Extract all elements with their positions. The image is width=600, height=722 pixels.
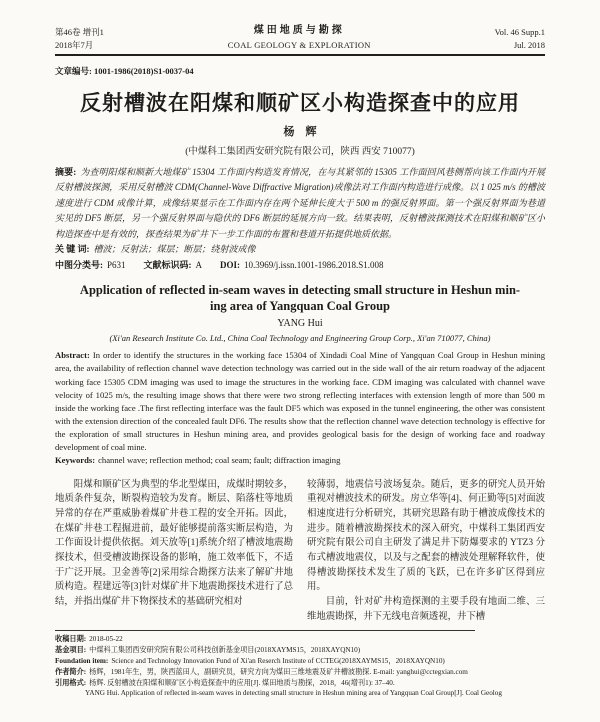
author-bio-value: 杨辉，1981年生，男，陕西蓝田人，副研究员，研究方向为煤田三维地震及矿井槽波勘探. E-mail: yanghui@cctegxian.com [89, 667, 468, 676]
journal-header-right [495, 26, 545, 51]
journal-date-zh: 2018年7月 [55, 39, 94, 50]
paper-title-en-line1: Application of reflected in-seam waves in detecting small structure in Heshun min- [79, 283, 521, 298]
keywords-en [55, 454, 545, 467]
abstract-zh-text: 为查明阳煤和顺新大地煤矿 15304 工作面内构造发育情况，在与其紧邻的 15305 工作面回风巷侧帮向该工作面内开展反射槽波探测，采用反射槽波 CDM(Channel-Wave Diffractive Migration)成像法对工作面内构造进行成像。以 1 025 m/s 的槽波速度进行 CDM 成像计算，成像结果显示在工作面内存在两个延伸长度大于 500 m 的强反射界面。第一个强反射界面为巷道实见的 DF5 断层，另一个强反射界面与隐伏的 DF6 断层的延展方向一致。结果表明，反射槽波探测技术在阳煤和顺矿区小构造探查中是有效的，探查结果为矿井下一步工作面的布置和巷道开拓提供地质依据。 [55, 166, 545, 239]
body-left-column [55, 478, 293, 625]
affiliation-en: (Xi'an Research Institute Co. Ltd., China Coal Technology and Engineering Group Corp., Xi'an 710077, China) [109, 333, 491, 344]
body-paragraph: 目前，针对矿井构造探测的主要手段有地面二维、三维地震勘探，井下无线电音频透视，井下槽 [307, 596, 545, 622]
fund-value: 中煤科工集团西安研究院有限公司科技创新基金项目(2018XAYMS15，2018XAYQN10) [89, 646, 361, 655]
keywords-zh [55, 242, 545, 257]
journal-volume-en: Vol. 46 Supp.1 [494, 27, 545, 38]
clc-value: P631 [107, 259, 126, 270]
journal-title-en: COAL GEOLOGY & EXPLORATION [227, 39, 371, 50]
journal-header [55, 24, 545, 51]
abstract-zh [55, 165, 545, 242]
paper-title-en [55, 283, 545, 314]
doi-value: 10.3969/j.issn.1001-1986.2018.S1.008 [244, 259, 384, 270]
foundation-value: Science and Technology Innovation Fund of Xi'an Reserch Institute of CCTEG(2018XAYMS15，2018XAYQN10) [111, 656, 445, 665]
abstract-en [55, 349, 545, 454]
paper-title-en-line2: ing area of Yangquan Coal Group [209, 298, 391, 313]
keywords-en-label: Keywords: [55, 455, 96, 466]
keywords-zh-label: 关 键 词: [55, 244, 90, 255]
body-columns [55, 478, 545, 625]
doc-code-value: A [195, 259, 203, 270]
journal-header-left [55, 26, 104, 51]
body-paragraph: 阳煤和顺矿区为典型的华北型煤田，成煤时期较多，地质条件复杂，断裂构造较为发育。断层、陷落柱等地质异常的存在严重威胁着煤矿井巷工程的安全开拓。因此，在煤矿井巷工程掘进前，最好能够提前落实断层构造，为工作面设计提供依据。刘天放等[1]系统介绍了槽波地震勘探技术，但受槽波勘探设备的影响，施工效率低下，不适于广泛开展。卫金善等[2]采用综合勘探方法来了解矿井地质构造。程建远等[3]针对煤矿井下地震勘探技术进行了总结，并指出煤矿井下物探技术的基础研究相对 [55, 479, 293, 607]
citation-en-line: YANG Hui. Application of reflected in-seam waves in detecting small structure in Heshun mining area of Yangquan Coal Group[J]. Coal Geolog [85, 689, 502, 698]
citation-label: 引用格式: [55, 678, 87, 687]
journal-title-zh: 煤田地质与勘探 [253, 25, 345, 36]
fund-label: 基金项目: [55, 646, 87, 655]
fund-line [55, 645, 545, 656]
author-bio-line [55, 667, 545, 678]
body-paragraph: 较薄弱，地震信号波场复杂。随后，更多的研究人员开始重视对槽波技术的研发。房立华等[4]、何正勤等[5]对面波相速度进行分析研究，其研究思路有助于槽波成像技术的进步。随着槽波勘探技术的深入研究，中煤科工集团西安研究院有限公司自主研发了满足井下防爆要求的 YTZ3 分布式槽波地震仪，以及与之配套的槽波处理解释软件，使得槽波勘探技术发生了质的飞跃，已在许多矿区得到应用。 [307, 479, 545, 593]
footnote-block [55, 634, 545, 699]
doc-code-label: 文献标识码: [143, 259, 192, 270]
received-date-label: 收稿日期: [55, 635, 87, 644]
classification-line [55, 258, 545, 273]
keywords-en-text: channel wave; reflection method; coal seam; fault; diffraction imaging [98, 455, 341, 466]
footnote-rule [55, 630, 475, 631]
keywords-zh-text: 槽波；反射法；煤层；断层；绕射波成像 [93, 244, 256, 255]
abstract-en-text: In order to identify the structures in the working face 15304 of Xindadi Coal Mine of Yangquan Coal Group in Heshun mining area, the availability of reflection channel wave detection technology was carried out in the side wall of the air return roadway of the adjacent working face 15305 CDM imaging was used to image the structures in the working face. CDM imaging was calculated with channel wave velocity of 1025 m/s, the resulting image shows that there were two strong reflecting interfaces with extension length of more than 500 m inside the working face .The first reflecting interface was the fault DF5 which was exposed in the tunnel engineering, the other was consistent with the extension direction of the concealed fault DF6. The results show that the reflection channel wave detection technology is effective for the exploration of small structures in Heshun mining area, and provides geological basis for the design of working face and roadway development of coal mine. [55, 350, 545, 453]
header-rule [55, 54, 545, 56]
foundation-label: Foundation item: [55, 656, 109, 665]
foundation-line [55, 656, 545, 667]
body-right-column [307, 478, 545, 625]
author-name-en: YANG Hui [277, 318, 323, 330]
clc-label: 中图分类号: [55, 259, 103, 270]
citation-zh-value: 杨辉. 反射槽波在阳煤和顺矿区小构造探查中的应用[J]. 煤田地质与勘探，2018，46(增刊1): 37–40. [89, 678, 395, 687]
paper-title-zh: 反射槽波在阳煤和顺矿区小构造探查中的应用 [80, 90, 520, 115]
abstract-en-label: Abstract: [55, 350, 90, 361]
affiliation-zh: (中煤科工集团西安研究院有限公司，陕西 西安 710077) [185, 146, 415, 157]
received-date-line [55, 634, 545, 645]
author-name-zh: 杨 辉 [283, 125, 317, 138]
citation-zh-line [55, 678, 545, 689]
abstract-zh-label: 摘要: [55, 166, 77, 177]
journal-volume-zh: 第46卷 增刊1 [55, 27, 104, 38]
journal-date-en: Jul. 2018 [513, 39, 545, 50]
received-date-value: 2018-05-22 [89, 635, 123, 644]
author-bio-label: 作者简介: [55, 667, 87, 676]
journal-header-center [228, 24, 371, 51]
article-number: 文章编号: 1001-1986(2018)S1-0037-04 [55, 65, 194, 76]
doi-label: DOI: [220, 259, 241, 270]
